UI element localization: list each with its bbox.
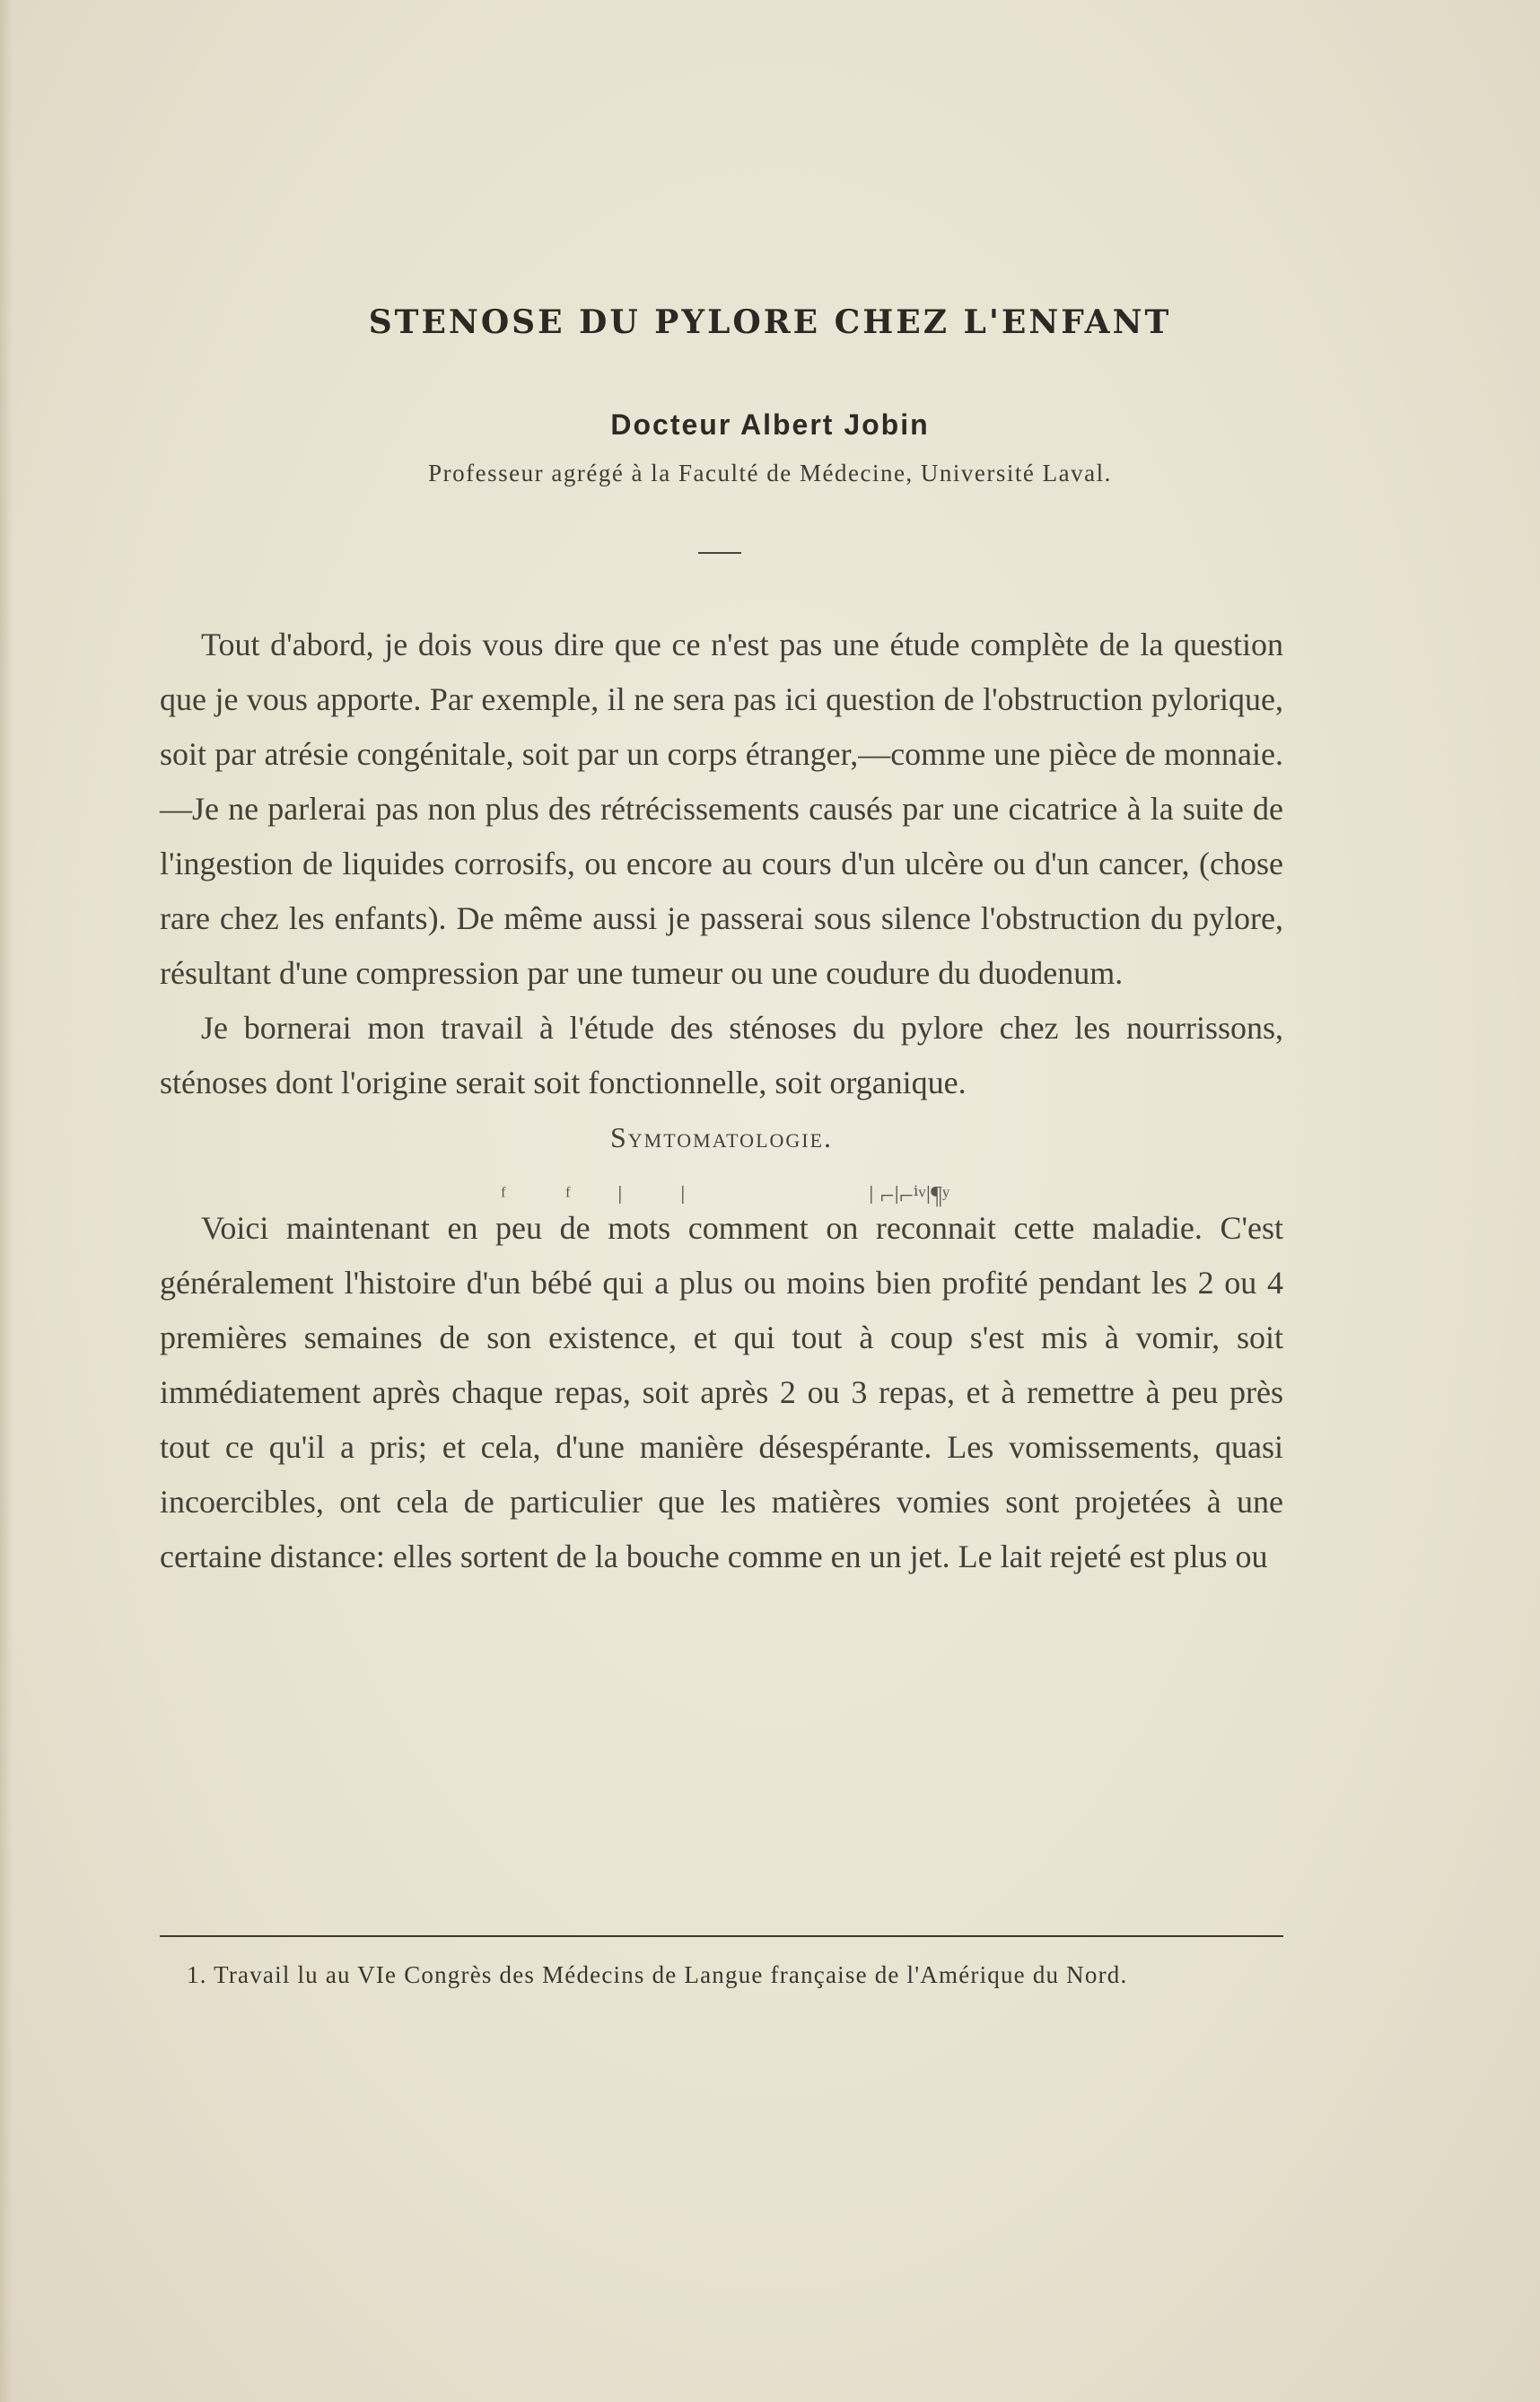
body-paragraph-3: Voici maintenant en peu de mots comment on reconnait cette maladie. C'est généralement l'histoire d'un bébé qui a plus ou moins bien profité pendant les 2 ou 4 premières semaines de son existence, et qui tout à coup s'est mis à vomir, soit immédiatement après chaque repas, soit après 2 ou 3 repas, et à remettre à peu près tout ce qu'il a pris; et cela, d'une manière désespérante. Les vomissements, quasi incoercibles, ont cela de particulier que les matières vomies sont projetées à une certaine distance: elles sortent de la bouche comme en un jet. Le lait rejeté est plus ou — [160, 1210, 1283, 1574]
print-artifact: ᶠ ᶠ ǀ ǀ ǀ ⌐ǀ⌐ⁱᵛǀ¶ʸ — [501, 1182, 950, 1210]
title-divider — [698, 552, 741, 554]
page-spine-shadow — [0, 0, 13, 2402]
section-heading: Symtomatologie. — [609, 1121, 834, 1153]
article-title: STENOSE DU PYLORE CHEZ L'ENFANT — [368, 303, 1172, 341]
author-affiliation: Professeur agrégé à la Faculté de Médecine, Université Laval. — [428, 460, 1112, 487]
author-name: Docteur Albert Jobin — [610, 408, 930, 441]
body-paragraph-2: Je bornerai mon travail à l'étude des sténoses du pylore chez les nourrissons, sténoses dont l'origine serait soit fonctionnelle, soit organique. — [160, 1010, 1283, 1100]
footnote: 1. Travail lu au VIe Congrès des Médecins de Langue française de l'Amérique du Nord. — [187, 1961, 1128, 1988]
footnote-divider — [160, 1935, 1283, 1937]
article-body — [160, 618, 1283, 1584]
body-paragraph-1: Tout d'abord, je dois vous dire que ce n'est pas une étude complète de la question que je vous apporte. Par exemple, il ne sera pas ici question de l'obstruction pylorique, soit par atrésie congénitale, soit par un corps étranger,—comme une pièce de monnaie.—Je ne parlerai pas non plus des rétrécissements causés par une cicatrice à la suite de l'ingestion de liquides corrosifs, ou encore au cours d'un ulcère ou d'un cancer, (chose rare chez les enfants). De même aussi je passerai sous silence l'obstruction du pylore, résultant d'une compression par une tumeur ou une coudure du duodenum. — [160, 627, 1283, 991]
